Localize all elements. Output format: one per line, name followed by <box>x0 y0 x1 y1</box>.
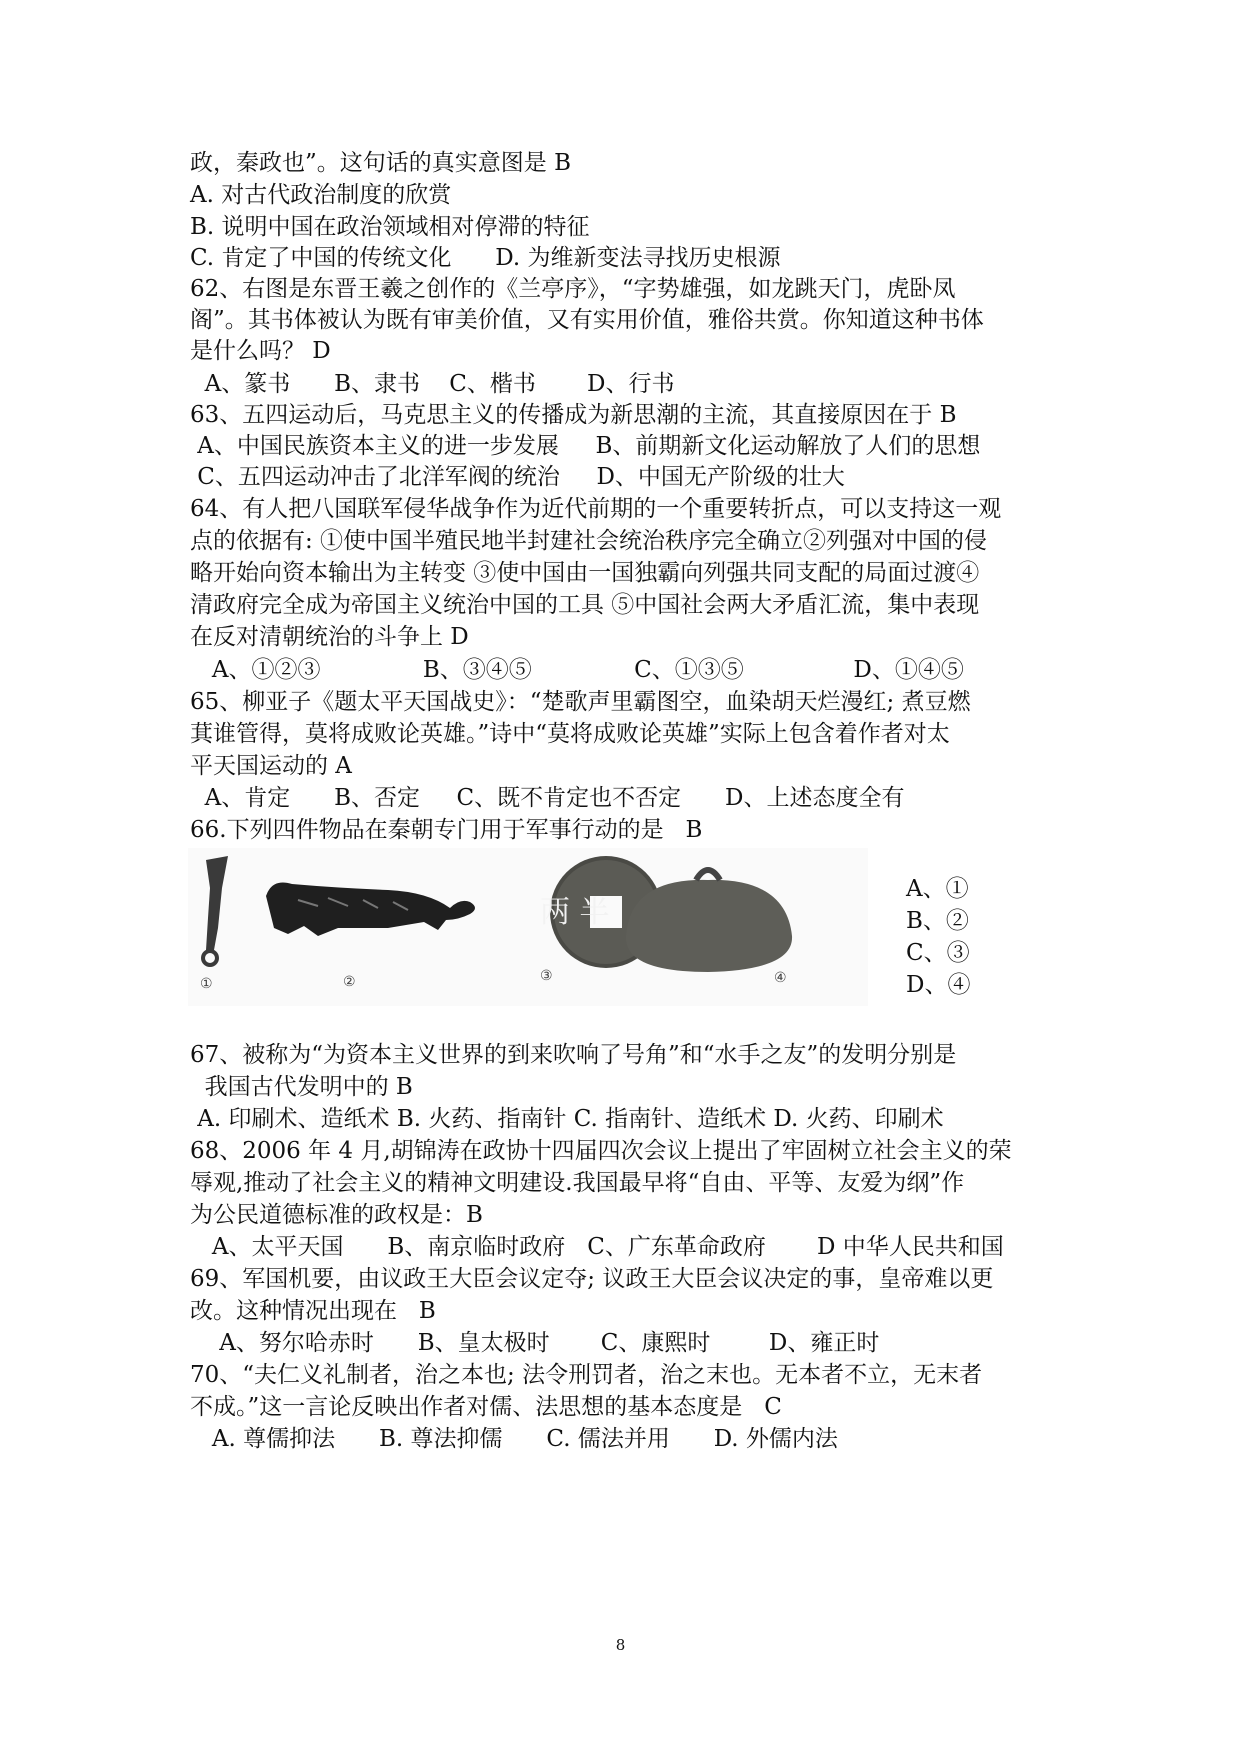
text-line: C. 肯定了中国的传统文化 D. 为维新变法寻找历史根源 <box>190 245 781 271</box>
options-69: A、努尔哈赤时 B、皇太极时 C、康熙时 D、雍正时 <box>190 1330 880 1356</box>
text-line: 在反对清朝统治的斗争上 D <box>190 624 469 650</box>
text-line: 我国古代发明中的 B <box>190 1074 413 1100</box>
text-line: 是什么吗？ D <box>190 338 331 364</box>
text-line: A. 对古代政治制度的欣赏 <box>190 182 452 208</box>
options-62: A、篆书 B、隶书 C、楷书 D、行书 <box>190 371 675 397</box>
text-line: 为公民道德标准的政权是：B <box>190 1202 483 1228</box>
text-line: 阁”。其书体被认为既有审美价值，又有实用价值，雅俗共赏。你知道这种书体 <box>190 307 984 333</box>
text-line: 辱观,推动了社会主义的精神文明建设.我国最早将“自由、平等、友爱为纲”作 <box>190 1170 965 1196</box>
figure-label: ① <box>200 976 213 992</box>
question-63: 63、五四运动后，马克思主义的传播成为新思潮的主流，其直接原因在于 B <box>190 402 957 428</box>
text-line: 萁谁管得，莫将成败论英雄。”诗中“莫将成败论英雄”实际上包含着作者对太 <box>190 721 950 747</box>
artifacts-image <box>188 848 868 1006</box>
question-66: 66.下列四件物品在秦朝专门用于军事行动的是 B <box>190 817 703 843</box>
knife-coin-picture <box>203 856 228 965</box>
text-line: 点的依据有: ①使中国半殖民地半封建社会统治秩序完全确立②列强对中国的侵 <box>190 528 988 554</box>
figure-label: ③ <box>540 968 553 984</box>
text-line: 不成。”这一言论反映出作者对儒、法思想的基本态度是 C <box>190 1394 782 1420</box>
option-d: D、④ <box>906 972 971 998</box>
question-68: 68、2006 年 4 月,胡锦涛在政协十四届四次会议上提出了牢固树立社会主义的荣 <box>190 1138 1012 1164</box>
question-62: 62、右图是东晋王羲之创作的《兰亭序》，“字势雄强，如龙跳天门，虎卧凤 <box>190 276 956 302</box>
tiger-tally-picture <box>266 883 475 937</box>
options-70: A. 尊儒抑法 B. 尊法抑儒 C. 儒法并用 D. 外儒内法 <box>190 1426 838 1452</box>
question-65: 65、柳亚子《题太平天国战史》：“楚歌声里霸图空，血染胡天烂漫红; 煮豆燃 <box>190 689 971 715</box>
text-line: 清政府完全成为帝国主义统治中国的工具 ⑤中国社会两大矛盾汇流，集中表现 <box>190 592 980 618</box>
coin-inscription: 两 半 <box>540 895 610 930</box>
question-67: 67、被称为“为资本主义世界的到来吹响了号角”和“水手之友”的发明分别是 <box>190 1042 957 1068</box>
text-line: 改。这种情况出现在 B <box>190 1298 436 1324</box>
options-65: A、肯定 B、否定 C、既不肯定也不否定 D、上述态度全有 <box>190 785 905 811</box>
options-64: A、①②③ B、③④⑤ C、①③⑤ D、①④⑤ <box>190 657 964 683</box>
question-69: 69、军国机要，由议政王大臣会议定夺; 议政王大臣会议决定的事，皇帝难以更 <box>190 1266 994 1292</box>
options-67: A. 印刷术、造纸术 B. 火药、指南针 C. 指南针、造纸术 D. 火药、印刷术 <box>190 1106 944 1132</box>
text-line: 略开始向资本输出为主转变 ③使中国由一国独霸向列强共同支配的局面过渡④ <box>190 560 980 586</box>
figure-label: ② <box>343 974 356 990</box>
text-line: 政，秦政也”。这句话的真实意图是 B <box>190 150 571 176</box>
text-line: 平天国运动的 A <box>190 753 352 779</box>
question-64: 64、有人把八国联军侵华战争作为近代前期的一个重要转折点，可以支持这一观 <box>190 496 1002 522</box>
option-b: B、② <box>906 908 969 934</box>
figure-label: ④ <box>774 970 787 986</box>
page-number: 8 <box>615 1636 626 1654</box>
options-63-cd: C、五四运动冲击了北洋军阀的统治 D、中国无产阶级的壮大 <box>190 464 845 490</box>
option-a: A、① <box>906 876 969 902</box>
question-70: 70、“夫仁义礼制者，治之本也; 法令刑罚者，治之末也。无本者不立，无末者 <box>190 1362 983 1388</box>
options-63-ab: A、中国民族资本主义的进一步发展 B、前期新文化运动解放了人们的思想 <box>190 433 981 459</box>
text-line: B. 说明中国在政治领域相对停滞的特征 <box>190 214 590 240</box>
option-c: C、③ <box>906 940 970 966</box>
artifacts-figure <box>188 848 868 1006</box>
options-68: A、太平天国 B、南京临时政府 C、广东革命政府 D 中华人民共和国 <box>190 1234 1004 1260</box>
